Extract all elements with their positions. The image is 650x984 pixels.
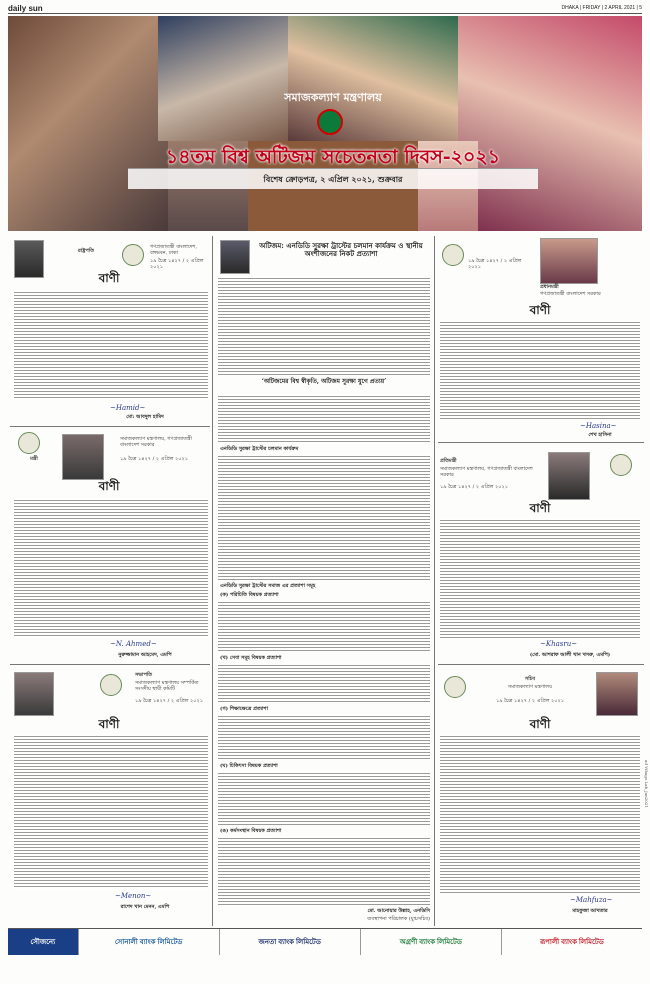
portrait-committee-chair [14, 672, 54, 716]
seal-icon [18, 432, 40, 454]
article-text-block [218, 663, 430, 703]
page-subhead: বিশেষ ক্রোড়পত্র, ২ এপ্রিল ২০২১, শুক্রবার [128, 168, 538, 189]
message-date: ১৯ চৈত্র ১৪২৭ / ২ এপ্রিল ২০২১ [135, 698, 204, 704]
section-heading: এনডিডি সুরক্ষা ট্রাস্টের সমাজ এর প্রত্যাশা সমূহ [220, 583, 316, 589]
seal-icon [122, 244, 144, 266]
sponsor-courtesy: সৌজন্যে [8, 929, 78, 955]
hero-photo-left [8, 16, 168, 231]
message-text-block [14, 290, 208, 400]
seal-icon [610, 454, 632, 476]
message-text-block [440, 734, 640, 894]
signature-mark: ~N. Ahmed~ [110, 640, 157, 648]
portrait-secretary [596, 672, 638, 716]
message-role: প্রতিমন্ত্রী [440, 458, 457, 464]
author-name: মো. আনোয়ার উল্লাহ, এনডিসি [367, 908, 430, 914]
column-rule-right [434, 236, 435, 926]
article-text-block [218, 836, 430, 906]
signature-mark: ~Hamid~ [110, 404, 146, 412]
hero-photo-right [458, 16, 642, 231]
sponsor-rupali-bank: রূপালী ব্যাংক লিমিটেড [501, 929, 642, 955]
message-signatory: নুরুজ্জামান আহমেদ, এমপি [118, 652, 172, 658]
signature-mark: ~Hasina~ [580, 422, 617, 430]
message-signatory: শেখ হাসিনা [588, 432, 612, 438]
message-signatory: রাশেদ খান মেনন, এমপি [120, 904, 170, 910]
masthead-name: daily sun [8, 3, 43, 13]
article-text-block [218, 454, 430, 580]
ministry-name: সমাজকল্যাণ মন্ত্রণালয় [284, 91, 382, 104]
article-text-block [218, 771, 430, 825]
message-org: গণপ্রজাতন্ত্রী বাংলাদেশ সরকার [540, 291, 601, 297]
section-heading: এনডিডি সুরক্ষা ট্রাস্টের চলমান কার্যক্রম [220, 446, 299, 452]
hero-photo-center-right [288, 16, 458, 141]
portrait-state-minister [548, 452, 590, 500]
message-text-block [14, 734, 208, 889]
message-signatory: মো: আবদুল হামিদ [126, 414, 164, 420]
portrait-author [220, 240, 250, 274]
sponsor-sonali-bank: সোনালী ব্যাংক লিমিটেড [78, 929, 219, 955]
section-divider [10, 664, 210, 665]
signature-mark: ~Mahfuza~ [570, 896, 613, 904]
message-date: ১৯ চৈত্র ১৪২৭ / ২ এপ্রিল ২০২১ [495, 698, 565, 704]
seal-icon [100, 674, 122, 696]
message-org: গণপ্রজাতন্ত্রী বাংলাদেশ, বঙ্গভবন, ঢাকা [150, 244, 197, 256]
message-date: ১৯ চৈত্র ১৪২৭ / ২ এপ্রিল ২০২১ [120, 456, 189, 462]
article-text-block [218, 714, 430, 760]
sponsor-bar [8, 928, 642, 955]
message-title: বাণী [529, 303, 551, 317]
message-text-block [440, 320, 640, 420]
section-heading: (গ) শিক্ষাক্ষেত্রে প্রত্যাশা [220, 706, 268, 712]
message-title: বাণী [98, 479, 120, 493]
message-text-block [14, 498, 208, 638]
article-text-block [218, 394, 430, 444]
message-date: ১৯ চৈত্র ১৪২৭ / ২ এপ্রিল ২০২১ [440, 484, 509, 490]
section-divider [438, 664, 644, 665]
page-headline: ১৪তম বিশ্ব অটিজম সচেতনতা দিবস-২০২১ [165, 146, 501, 168]
message-text-block [440, 518, 640, 640]
message-title: বাণী [98, 717, 120, 731]
signature-mark: ~Menon~ [115, 892, 152, 900]
article-text-block [218, 276, 430, 376]
portrait-prime-minister [540, 238, 598, 284]
message-org: সমাজকল্যাণ মন্ত্রণালয় সম্পর্কিত সংসদীয় স্থায়ী কমিটি [135, 680, 199, 692]
seal-icon [442, 244, 464, 266]
portrait-minister [62, 434, 104, 480]
article-title: অটিজম: এনডিডি সুরক্ষা ট্রাস্টের চলমান কার্যক্রম ও স্থানীয় অংশীজনের নিকট প্রত্যাশা [259, 241, 423, 258]
message-signatory: মাহফুজা আখতার [572, 908, 608, 914]
message-title: বাণী [529, 501, 551, 515]
message-org: সমাজকল্যাণ মন্ত্রণালয়, গণপ্রজাতন্ত্রী বাংলাদেশ সরকার [440, 466, 533, 478]
masthead-bar [8, 3, 642, 14]
signature-mark: ~Khasru~ [540, 640, 578, 648]
message-signatory: (মো. আশরাফ আলী খান খসরু, এমপি) [529, 652, 611, 658]
author-role: ব্যবস্থাপনা পরিচালক (যুগ্মসচিব) [367, 916, 430, 922]
message-org: সমাজকল্যাণ মন্ত্রণালয়, গণপ্রজাতন্ত্রী বাংলাদেশ সরকার [120, 436, 192, 448]
hero-photo-center-left [158, 16, 288, 141]
message-role: মন্ত্রী [30, 456, 38, 462]
section-heading: (ঘ) চিকিৎসা বিষয়ক প্রত্যাশা [220, 763, 278, 769]
message-role: প্রধানমন্ত্রী [540, 284, 559, 290]
message-role: রাষ্ট্রপতি [78, 248, 94, 254]
column-rule-left [212, 236, 213, 926]
production-note: ad Vihago Lab_Jan2021 [644, 760, 649, 808]
message-org: সমাজকল্যাণ মন্ত্রণালয় [507, 684, 553, 690]
section-divider [438, 442, 644, 443]
emblem-icon [317, 109, 343, 135]
seal-icon [444, 676, 466, 698]
article-text-block [218, 600, 430, 652]
section-divider [10, 426, 210, 427]
message-role: সভাপতি [135, 672, 153, 678]
section-heading: (ক) পরিচিতি বিষয়ক প্রত্যাশা [220, 592, 279, 598]
hero-banner [8, 16, 642, 231]
sponsor-agrani-bank: অগ্রণী ব্যাংক লিমিটেড [360, 929, 501, 955]
message-title: বাণী [98, 271, 120, 285]
section-heading: (খ) সেবা সমূহ বিষয়ক প্রত্যাশা [220, 655, 282, 661]
message-date: ১৯ চৈত্র ১৪২৭ / ২ এপ্রিল ২০২১ [150, 258, 204, 270]
section-heading: (ঙ) কর্মসংস্থান বিষয়ক প্রত্যাশা [220, 828, 282, 834]
message-date: ১৯ চৈত্র ১৪২৭ / ২ এপ্রিল ২০২১ [468, 258, 522, 270]
message-role: সচিব [524, 676, 536, 682]
sponsor-janata-bank: জনতা ব্যাংক লিমিটেড [219, 929, 360, 955]
article-subtitle: ‘অটিজমের বিশ্ব স্বীকৃতি, অটিজম সুরক্ষা যুগে প্রত্যয়’ [261, 378, 387, 385]
masthead-date: DHAKA | FRIDAY | 2 APRIL 2021 | 5 [561, 5, 642, 11]
message-title: বাণী [529, 717, 551, 731]
